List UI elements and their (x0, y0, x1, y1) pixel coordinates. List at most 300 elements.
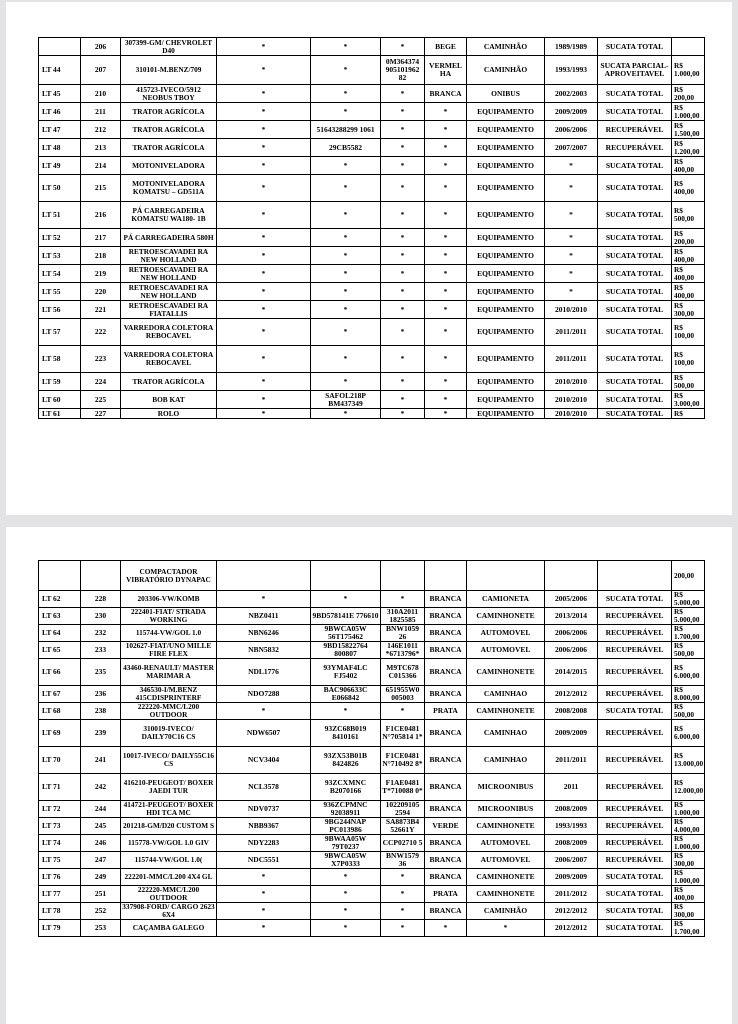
cell-lot-number: LT 51 (39, 202, 81, 229)
cell-vehicle-type: CAMINHONETE (467, 608, 545, 625)
cell-item-number: 222 (81, 319, 121, 346)
cell-condition: SUCATA TOTAL (598, 391, 672, 409)
cell-chassis: * (311, 903, 381, 920)
cell-condition: RECUPERÁVEL (598, 747, 672, 774)
cell-year: 2011/2011 (545, 747, 598, 774)
cell-value: R$ 400,00 (672, 886, 705, 903)
cell-item-number: 232 (81, 625, 121, 642)
cell-item-number: 219 (81, 265, 121, 283)
cell-renavam: 0M364374 905101962 82 (381, 56, 425, 85)
cell-condition: SUCATA TOTAL (598, 283, 672, 301)
table-row (39, 202, 705, 229)
cell-color: BRANCA (425, 774, 467, 801)
cell-lot-number: LT 44 (39, 56, 81, 85)
cell-item-number: 241 (81, 747, 121, 774)
cell-year: * (545, 175, 598, 202)
cell-renavam: 651955W0 005003 (381, 686, 425, 703)
cell-color: BRANCA (425, 625, 467, 642)
table-row (39, 818, 705, 835)
cell-description: 415723-IVECO/5912 NEOBUS TBOY (121, 85, 217, 103)
cell-value: R$ 1.000,00 (672, 103, 705, 121)
cell-plate: * (217, 409, 311, 419)
cell-renavam: * (381, 283, 425, 301)
table-row (39, 85, 705, 103)
cell-plate: * (217, 346, 311, 373)
cell-condition: RECUPERÁVEL (598, 139, 672, 157)
cell-vehicle-type: EQUIPAMENTO (467, 346, 545, 373)
cell-renavam: F1CE0481 N°710492 8* (381, 747, 425, 774)
cell-renavam: * (381, 38, 425, 56)
cell-vehicle-type: EQUIPAMENTO (467, 157, 545, 175)
cell-value: R$ 4.000,00 (672, 818, 705, 835)
cell-item-number: 246 (81, 835, 121, 852)
cell-renavam (381, 561, 425, 591)
cell-description: 337908-FORD/ CARGO 2623 6X4 (122, 902, 215, 919)
cell-vehicle-type: EQUIPAMENTO (467, 121, 545, 139)
cell-item-number: 253 (81, 920, 121, 937)
cell-renavam: * (381, 103, 425, 121)
cell-item-number: 238 (81, 703, 121, 720)
cell-condition: SUCATA PARCIAL- APROVEITAVEL (598, 56, 672, 85)
cell-color: BRANCA (425, 608, 467, 625)
cell-color: BRANCA (425, 801, 467, 818)
cell-vehicle-type: CAMINHONETE (467, 886, 545, 903)
cell-year: 2008/2009 (545, 801, 598, 818)
cell-plate: * (217, 886, 311, 903)
cell-description: 310019-IVECO/ DAILY70C16 CS (121, 720, 217, 747)
cell-condition: RECUPERÁVEL (598, 121, 672, 139)
cell-item-number: 206 (81, 38, 121, 56)
cell-year: 2008/2009 (545, 835, 598, 852)
cell-description: 222220-MMC/L200 OUTDOOR (121, 703, 217, 720)
cell-plate: NDC5551 (217, 852, 311, 869)
cell-item-number: 233 (81, 642, 121, 659)
cell-color: * (425, 346, 467, 373)
cell-condition: RECUPERÁVEL (598, 608, 672, 625)
cell-value: R$ 300,00 (672, 852, 705, 869)
cell-color: * (425, 283, 467, 301)
cell-condition: RECUPERÁVEL (598, 659, 672, 686)
table-row (39, 346, 705, 373)
cell-vehicle-type: AUTOMOVEL (467, 852, 545, 869)
cell-vehicle-type: EQUIPAMENTO (467, 391, 545, 409)
cell-item-number: 215 (81, 175, 121, 202)
cell-plate: * (217, 391, 311, 409)
cell-renavam: * (381, 373, 425, 391)
cell-description: 416210-PEUGEOT/ BOXER JAEDI TUR (121, 774, 217, 801)
cell-item-number: 221 (81, 301, 121, 319)
cell-renavam: * (381, 391, 425, 409)
cell-plate: * (217, 591, 311, 608)
cell-condition: SUCATA TOTAL (598, 903, 672, 920)
cell-year: 2006/2006 (545, 121, 598, 139)
cell-lot-number: LT 75 (39, 852, 81, 869)
cell-lot-number: LT 49 (39, 157, 81, 175)
cell-item-number: 247 (81, 852, 121, 869)
cell-vehicle-type: EQUIPAMENTO (467, 175, 545, 202)
cell-vehicle-type: MICROONIBUS (467, 801, 545, 818)
cell-vehicle-type: CAMINHONETE (467, 659, 545, 686)
cell-value: R$ 12.000,00 (672, 774, 705, 801)
cell-condition: RECUPERÁVEL (598, 852, 672, 869)
cell-description: 43460-RENAULT/ MASTER MARIMAR A (121, 659, 217, 686)
auction-lots-table-page-1 (38, 37, 705, 419)
cell-chassis: * (311, 283, 381, 301)
cell-plate: * (217, 301, 311, 319)
cell-condition (598, 561, 672, 591)
cell-chassis: 51643288299 1061 (311, 121, 381, 139)
cell-renavam: * (381, 319, 425, 346)
cell-plate: * (217, 103, 311, 121)
cell-vehicle-type: EQUIPAMENTO (467, 409, 545, 419)
cell-lot-number: LT 74 (39, 835, 81, 852)
cell-value: R$ 200,00 (672, 229, 705, 247)
cell-lot-number: LT 55 (39, 283, 81, 301)
cell-description: MOTONIVELADORA (121, 157, 217, 175)
cell-value: R$ (672, 409, 705, 419)
cell-item-number: 252 (81, 903, 121, 920)
cell-plate: NDL1776 (217, 659, 311, 686)
table-row (39, 103, 705, 121)
cell-value: R$ 500,00 (672, 642, 705, 659)
cell-vehicle-type: EQUIPAMENTO (467, 202, 545, 229)
cell-chassis: * (311, 409, 381, 419)
cell-year: 2006/2006 (545, 625, 598, 642)
cell-year: 2008/2008 (545, 703, 598, 720)
table-row (39, 686, 705, 703)
cell-year: 2006/2007 (545, 852, 598, 869)
cell-color: VERDE (425, 818, 467, 835)
cell-condition: SUCATA TOTAL (598, 157, 672, 175)
cell-color: * (425, 121, 467, 139)
cell-vehicle-type: EQUIPAMENTO (467, 301, 545, 319)
cell-description: MOTONIVELADORA KOMATSU – GD511A (121, 175, 217, 202)
cell-lot-number: LT 66 (39, 659, 81, 686)
cell-renavam: * (381, 903, 425, 920)
cell-plate (217, 561, 311, 591)
cell-plate: NCV3404 (217, 747, 311, 774)
cell-condition: SUCATA TOTAL (598, 265, 672, 283)
cell-vehicle-type: CAMINHONETE (467, 818, 545, 835)
cell-lot-number: LT 58 (39, 346, 81, 373)
cell-chassis: * (311, 319, 381, 346)
cell-year: 2006/2006 (545, 642, 598, 659)
cell-value: R$ 6.000,00 (672, 659, 705, 686)
cell-renavam: CCP02710 5 (381, 835, 425, 852)
cell-vehicle-type: CAMINHAO (467, 747, 545, 774)
cell-value (672, 38, 705, 56)
cell-vehicle-type: AUTOMOVEL (467, 642, 545, 659)
cell-condition: SUCATA TOTAL (598, 346, 672, 373)
cell-condition: RECUPERÁVEL (598, 625, 672, 642)
cell-chassis: 9BD15822764 800807 (311, 642, 381, 659)
cell-color: * (425, 920, 467, 937)
table-row (39, 301, 705, 319)
cell-vehicle-type: CAMINHÃO (467, 56, 545, 85)
cell-chassis: * (311, 869, 381, 886)
cell-chassis: * (311, 85, 381, 103)
cell-item-number: 224 (81, 373, 121, 391)
cell-renavam: BNW1579 36 (381, 852, 425, 869)
table-row (39, 852, 705, 869)
cell-lot-number: LT 67 (39, 686, 81, 703)
cell-lot-number: LT 78 (39, 903, 81, 920)
cell-plate: NBB9367 (217, 818, 311, 835)
cell-chassis: * (311, 247, 381, 265)
cell-plate: * (217, 903, 311, 920)
cell-value: R$ 1.000,00 (672, 835, 705, 852)
cell-vehicle-type: AUTOMOVEL (467, 625, 545, 642)
cell-chassis: 936ZCPMNC 92038911 (311, 801, 381, 818)
cell-vehicle-type: ONIBUS (467, 85, 545, 103)
cell-item-number: 220 (81, 283, 121, 301)
cell-item-number: 217 (81, 229, 121, 247)
cell-plate: * (217, 920, 311, 937)
cell-vehicle-type: EQUIPAMENTO (467, 247, 545, 265)
cell-description: TRATOR AGRÍCOLA (121, 139, 217, 157)
cell-chassis: * (311, 265, 381, 283)
cell-year: 2009/2009 (545, 103, 598, 121)
cell-renavam: * (381, 869, 425, 886)
cell-chassis: * (311, 38, 381, 56)
cell-description: 222220-MMC/L200 OUTDOOR (121, 886, 217, 903)
table-row (39, 139, 705, 157)
table-row (39, 625, 705, 642)
cell-year: * (545, 283, 598, 301)
cell-description: 115744-VW/GOL 1.0 (121, 625, 217, 642)
cell-lot-number: LT 68 (39, 703, 81, 720)
cell-year: 2010/2010 (545, 391, 598, 409)
cell-plate: NBZ0411 (217, 608, 311, 625)
cell-item-number: 210 (81, 85, 121, 103)
cell-vehicle-type: EQUIPAMENTO (467, 265, 545, 283)
cell-condition: SUCATA TOTAL (598, 373, 672, 391)
cell-item-number: 242 (81, 774, 121, 801)
cell-chassis: * (311, 229, 381, 247)
cell-chassis: 9BWAA05W 79T0237 (311, 835, 381, 852)
cell-color: BRANCA (425, 720, 467, 747)
cell-item-number: 211 (81, 103, 121, 121)
cell-color: * (425, 229, 467, 247)
cell-color: * (425, 265, 467, 283)
cell-value: R$ 400,00 (672, 265, 705, 283)
cell-condition: RECUPERÁVEL (598, 774, 672, 801)
cell-color: PRATA (425, 886, 467, 903)
cell-item-number: 251 (81, 886, 121, 903)
table-row (39, 835, 705, 852)
cell-lot-number: LT 72 (39, 801, 81, 818)
cell-condition: RECUPERÁVEL (598, 818, 672, 835)
cell-chassis: * (311, 175, 381, 202)
cell-color: * (425, 202, 467, 229)
cell-vehicle-type (467, 561, 545, 591)
cell-lot-number: LT 76 (39, 869, 81, 886)
cell-lot-number (39, 561, 81, 591)
cell-lot-number: LT 62 (39, 591, 81, 608)
cell-chassis: 9BG244NAP PC013986 (311, 818, 381, 835)
cell-vehicle-type: CAMINHÃO (467, 38, 545, 56)
cell-chassis: * (311, 346, 381, 373)
cell-plate: * (217, 139, 311, 157)
cell-year: 2010/2010 (545, 301, 598, 319)
cell-lot-number: LT 71 (39, 774, 81, 801)
table-row (39, 175, 705, 202)
cell-lot-number: LT 61 (39, 409, 81, 419)
cell-chassis: 93YMAF4LC FJ5402 (311, 659, 381, 686)
cell-year: 2010/2010 (545, 409, 598, 419)
cell-renavam: 146E1011 *6713796* (381, 642, 425, 659)
cell-value: R$ 400,00 (672, 283, 705, 301)
cell-vehicle-type: CAMINHAO (467, 686, 545, 703)
cell-item-number: 225 (81, 391, 121, 409)
cell-renavam: * (381, 265, 425, 283)
cell-color: BRANCA (425, 835, 467, 852)
cell-condition: SUCATA TOTAL (598, 85, 672, 103)
cell-plate: NDY2283 (217, 835, 311, 852)
cell-plate: * (217, 319, 311, 346)
cell-year: 2011/2011 (545, 346, 598, 373)
cell-year: 2005/2006 (545, 591, 598, 608)
cell-plate: NBN5832 (217, 642, 311, 659)
table-row (39, 869, 705, 886)
table-row (39, 56, 705, 85)
cell-color: * (425, 139, 467, 157)
cell-plate: * (217, 265, 311, 283)
cell-lot-number: LT 47 (39, 121, 81, 139)
cell-renavam: * (381, 202, 425, 229)
cell-item-number: 213 (81, 139, 121, 157)
table-row (39, 801, 705, 818)
cell-description: 203306-VW/KOMB (121, 591, 217, 608)
cell-color: * (425, 103, 467, 121)
cell-color: BRANCA (425, 869, 467, 886)
cell-chassis: 9BWCA05W 56T175462 (311, 625, 381, 642)
cell-description: 346530-I/M.BENZ 415CDISPRINTERF (121, 686, 217, 703)
cell-chassis: * (311, 703, 381, 720)
cell-value: R$ 5.000,00 (672, 591, 705, 608)
table-row (39, 247, 705, 265)
cell-chassis: * (311, 157, 381, 175)
cell-renavam: 310A2011 1825585 (381, 608, 425, 625)
cell-vehicle-type: EQUIPAMENTO (467, 139, 545, 157)
cell-lot-number: LT 53 (39, 247, 81, 265)
cell-color: BRANCA (425, 686, 467, 703)
cell-lot-number: LT 57 (39, 319, 81, 346)
cell-plate: NDV0737 (217, 801, 311, 818)
cell-condition: SUCATA TOTAL (598, 591, 672, 608)
cell-lot-number: LT 69 (39, 720, 81, 747)
cell-lot-number: LT 77 (39, 886, 81, 903)
cell-item-number: 236 (81, 686, 121, 703)
table-row (39, 121, 705, 139)
cell-chassis: * (311, 56, 381, 85)
table-row (39, 561, 705, 591)
cell-renavam: * (381, 886, 425, 903)
cell-condition: SUCATA TOTAL (598, 920, 672, 937)
cell-vehicle-type: EQUIPAMENTO (467, 283, 545, 301)
cell-renavam: * (381, 409, 425, 419)
cell-vehicle-type: EQUIPAMENTO (467, 229, 545, 247)
cell-year: 2009/2009 (545, 720, 598, 747)
cell-color: * (425, 301, 467, 319)
cell-value: R$ 1.000,00 (672, 56, 705, 85)
cell-item-number: 230 (81, 608, 121, 625)
cell-value: R$ 100,00 (672, 346, 705, 373)
cell-value: R$ 8.000,00 (672, 686, 705, 703)
cell-value: R$ 200,00 (672, 85, 705, 103)
cell-year: 1993/1993 (545, 56, 598, 85)
cell-lot-number: LT 60 (39, 391, 81, 409)
cell-description: 115778-VW/GOL 1.0 GIV (121, 835, 217, 852)
cell-value: R$ 100,00 (672, 319, 705, 346)
table-row (39, 157, 705, 175)
cell-plate: NCL3578 (217, 774, 311, 801)
cell-chassis: * (311, 920, 381, 937)
cell-condition: SUCATA TOTAL (598, 886, 672, 903)
cell-condition: SUCATA TOTAL (598, 229, 672, 247)
cell-description: 201218-GM/D20 CUSTOM S (121, 818, 217, 835)
cell-year: 2013/2014 (545, 608, 598, 625)
cell-chassis: 93ZCXMNC B2070166 (311, 774, 381, 801)
cell-item-number: 216 (81, 202, 121, 229)
cell-description: 115744-VW/GOL 1.0( (121, 852, 217, 869)
cell-color: BRANCA (425, 659, 467, 686)
cell-vehicle-type: CAMINHÃO (467, 903, 545, 920)
cell-plate: * (217, 283, 311, 301)
cell-chassis (311, 561, 381, 591)
table-row (39, 319, 705, 346)
cell-year: * (545, 229, 598, 247)
cell-chassis: 9BWCA05W X7P0333 (311, 852, 381, 869)
cell-value: R$ 500,00 (672, 703, 705, 720)
cell-value: R$ 300,00 (672, 301, 705, 319)
cell-year: 1993/1993 (545, 818, 598, 835)
table-row (39, 920, 705, 937)
cell-renavam: * (381, 346, 425, 373)
cell-condition: SUCATA TOTAL (598, 38, 672, 56)
cell-lot-number: LT 70 (39, 747, 81, 774)
cell-color: * (425, 157, 467, 175)
cell-value: R$ 13.000,00 (672, 747, 705, 774)
cell-plate: * (217, 56, 311, 85)
table-row (39, 703, 705, 720)
cell-chassis: 29CB5582 (311, 139, 381, 157)
table-row (39, 642, 705, 659)
cell-color: BRANCA (425, 852, 467, 869)
cell-lot-number: LT 45 (39, 85, 81, 103)
cell-chassis: * (311, 202, 381, 229)
cell-item-number: 227 (81, 409, 121, 419)
cell-renavam: * (381, 175, 425, 202)
cell-description: ROLO (121, 409, 217, 419)
cell-plate: NDW6507 (217, 720, 311, 747)
cell-condition: SUCATA TOTAL (598, 703, 672, 720)
table-row (39, 747, 705, 774)
cell-item-number: 218 (81, 247, 121, 265)
cell-chassis: * (311, 301, 381, 319)
cell-color (425, 561, 467, 591)
cell-lot-number: LT 46 (39, 103, 81, 121)
cell-description: RETROESCAVADEI RA FIATALLIS (121, 301, 217, 319)
cell-year (545, 561, 598, 591)
table-row (39, 391, 705, 409)
cell-description: TRATOR AGRÍCOLA (121, 103, 217, 121)
cell-renavam: * (381, 139, 425, 157)
cell-value: R$ 500,00 (672, 202, 705, 229)
cell-chassis: 93ZC68B019 8410161 (311, 720, 381, 747)
cell-condition: SUCATA TOTAL (598, 175, 672, 202)
cell-chassis: * (311, 886, 381, 903)
